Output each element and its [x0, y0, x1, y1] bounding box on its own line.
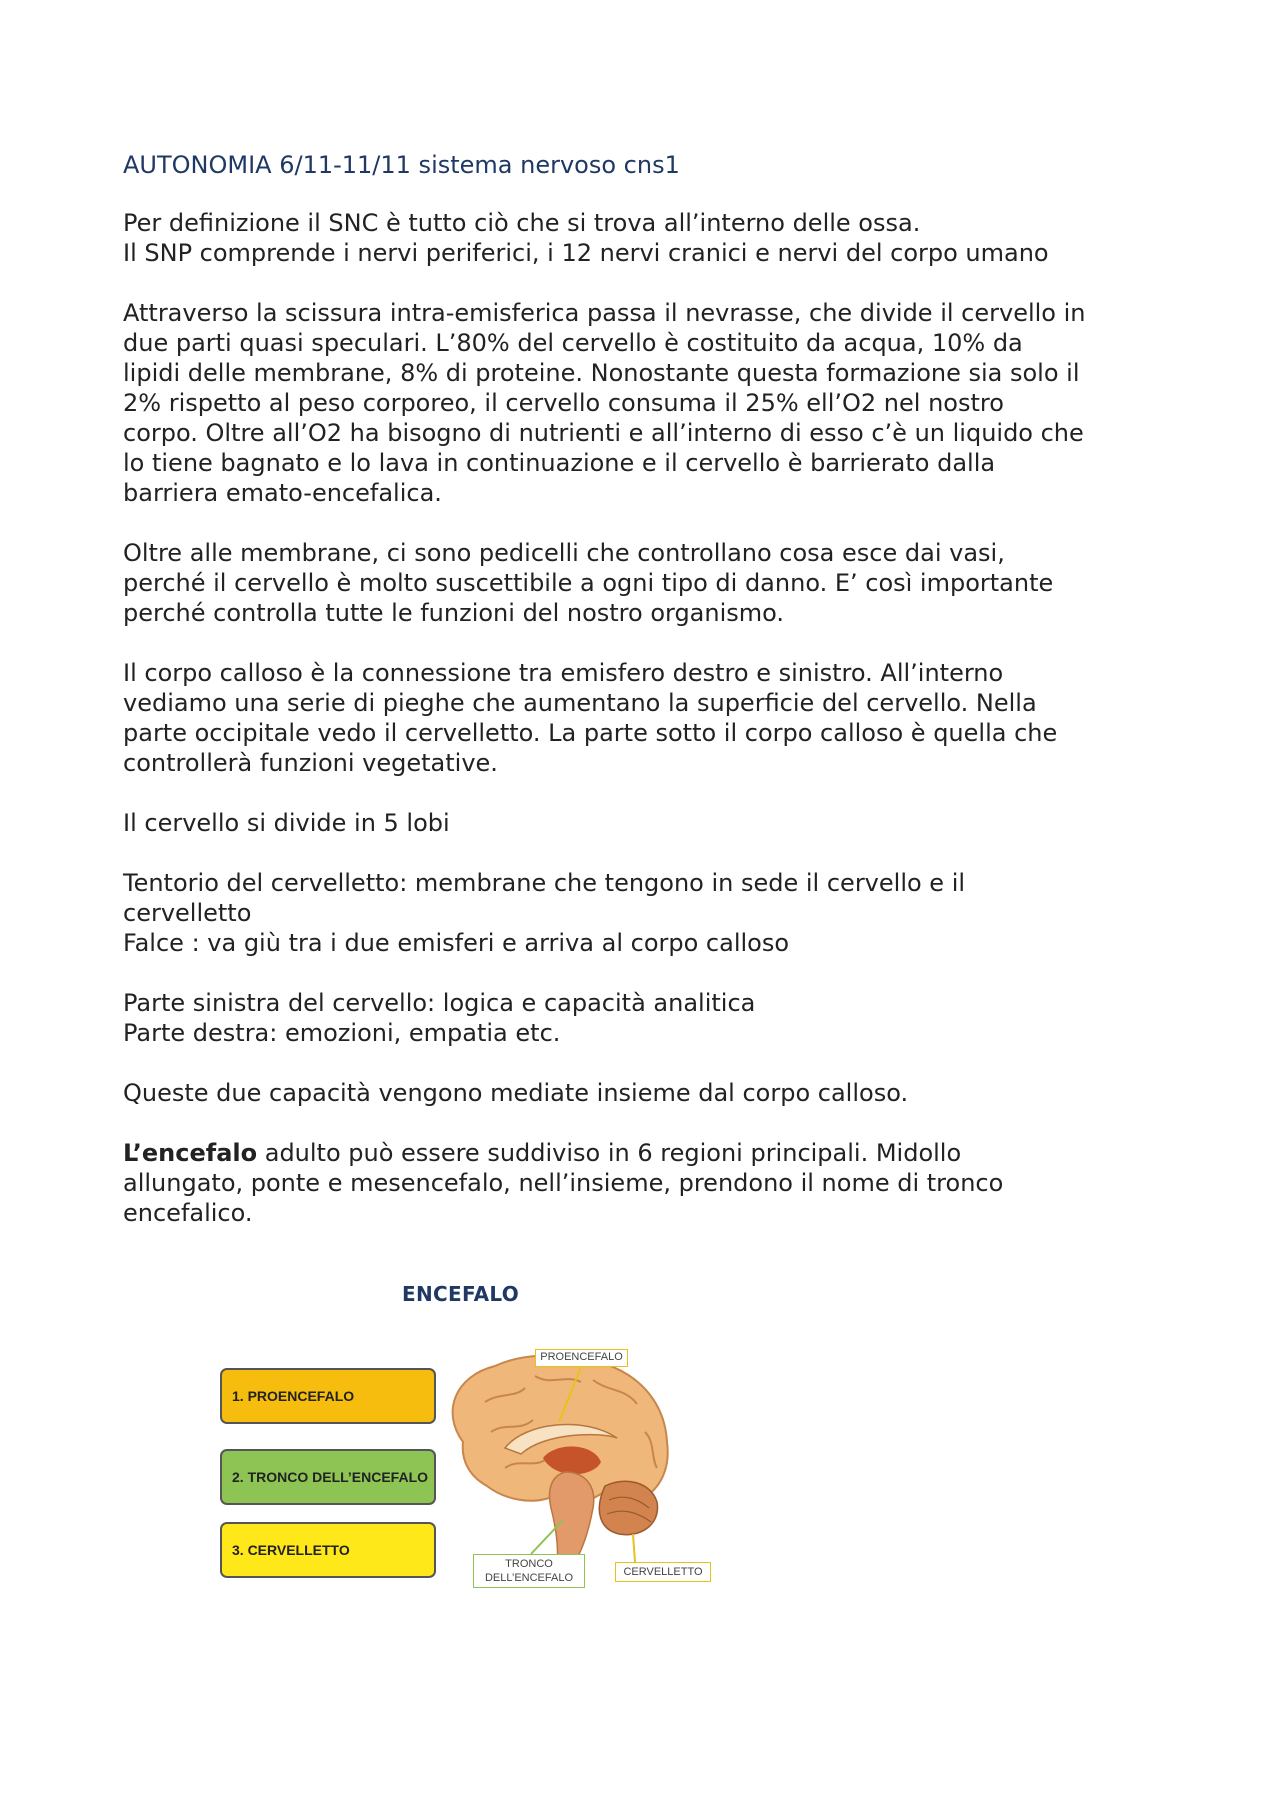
label-tronco — [473, 1554, 585, 1588]
paragraph-lobi — [123, 808, 1173, 838]
label-cervelletto: CERVELLETTO — [615, 1562, 711, 1582]
text-line: Il cervello si divide in 5 lobi — [123, 809, 450, 837]
document-body — [123, 150, 1173, 1258]
text-line: Per definizione il SNC è tutto ciò che si trova all’interno delle ossa. — [123, 209, 921, 237]
paragraph-membrane — [123, 538, 1173, 628]
encefalo-figure — [205, 1272, 725, 1602]
text-line: Falce : va giù tra i due emisferi e arriva al corpo calloso — [123, 929, 790, 957]
text-line: Parte sinistra del cervello: logica e capacità analitica — [123, 989, 756, 1017]
text-line: barriera emato-encefalica. — [123, 479, 442, 507]
text-line: vediamo una serie di pieghe che aumentano la superficie del cervello. Nella — [123, 689, 1037, 717]
paragraph-encefalo — [123, 1138, 1173, 1228]
text-line: allungato, ponte e mesencefalo, nell’insieme, prendono il nome di tronco — [123, 1169, 1004, 1197]
text-line: Attraverso la scissura intra-emisferica passa il nevrasse, che divide il cervello in — [123, 299, 1086, 327]
text-line: lo tiene bagnato e lo lava in continuazione e il cervello è barrierato dalla — [123, 449, 996, 477]
paragraph-corpo-calloso — [123, 658, 1173, 778]
text-line: Il corpo calloso è la connessione tra emisfero destro e sinistro. All’interno — [123, 659, 1004, 687]
text-line: cervelletto — [123, 899, 252, 927]
label-tronco-line2: DELL’ENCEFALO — [484, 1572, 574, 1584]
text-line: lipidi delle membrane, 8% di proteine. Nonostante questa formazione sia solo il — [123, 359, 1080, 387]
legend-box-tronco: 2. TRONCO DELL’ENCEFALO — [220, 1449, 436, 1505]
text-line: Queste due capacità vengono mediate insieme dal corpo calloso. — [123, 1079, 909, 1107]
leader-line-cervelletto — [633, 1534, 635, 1562]
legend-box-proencefalo: 1. PROENCEFALO — [220, 1368, 436, 1424]
legend-box-cervelletto: 3. CERVELLETTO — [220, 1522, 436, 1578]
bold-term-encefalo: L’encefalo — [123, 1139, 258, 1167]
paragraph-tentorio — [123, 868, 1173, 958]
paragraph-emisferi — [123, 988, 1173, 1048]
text-line: Parte destra: emozioni, empatia etc. — [123, 1019, 561, 1047]
text-line — [123, 1138, 1173, 1168]
text-line: due parti quasi speculari. L’80% del cervello è costituito da acqua, 10% da — [123, 329, 1023, 357]
text-line: encefalico. — [123, 1199, 253, 1227]
text-line: Tentorio del cervelletto: membrane che tengono in sede il cervello e il — [123, 869, 966, 897]
paragraph-scissura — [123, 298, 1173, 508]
tronco-shape — [550, 1472, 594, 1562]
text-line: parte occipitale vedo il cervelletto. La parte sotto il corpo calloso è quella che — [123, 719, 1058, 747]
text-line: perché controlla tutte le funzioni del nostro organismo. — [123, 599, 785, 627]
label-proencefalo: PROENCEFALO — [535, 1349, 628, 1367]
document-title: AUTONOMIA 6/11-11/11 sistema nervoso cns1 — [123, 151, 680, 179]
figure-title: ENCEFALO — [402, 1282, 520, 1306]
text-line: corpo. Oltre all’O2 ha bisogno di nutrienti e all’interno di esso c’è un liquido che — [123, 419, 1084, 447]
text-line: 2% rispetto al peso corporeo, il cervello consuma il 25% ell’O2 nel nostro — [123, 389, 1004, 417]
text-line: perché il cervello è molto suscettibile a ogni tipo di danno. E’ così importante — [123, 569, 1054, 597]
text-line: Il SNP comprende i nervi periferici, i 12 nervi cranici e nervi del corpo umano — [123, 239, 1049, 267]
text-span: adulto può essere suddiviso in 6 regioni principali. Midollo — [257, 1139, 962, 1167]
paragraph-definitions — [123, 208, 1173, 268]
text-line: Oltre alle membrane, ci sono pedicelli che controllano cosa esce dai vasi, — [123, 539, 1005, 567]
paragraph-mediazione — [123, 1078, 1173, 1108]
text-line: controllerà funzioni vegetative. — [123, 749, 498, 777]
label-tronco-line1: TRONCO — [505, 1558, 553, 1570]
